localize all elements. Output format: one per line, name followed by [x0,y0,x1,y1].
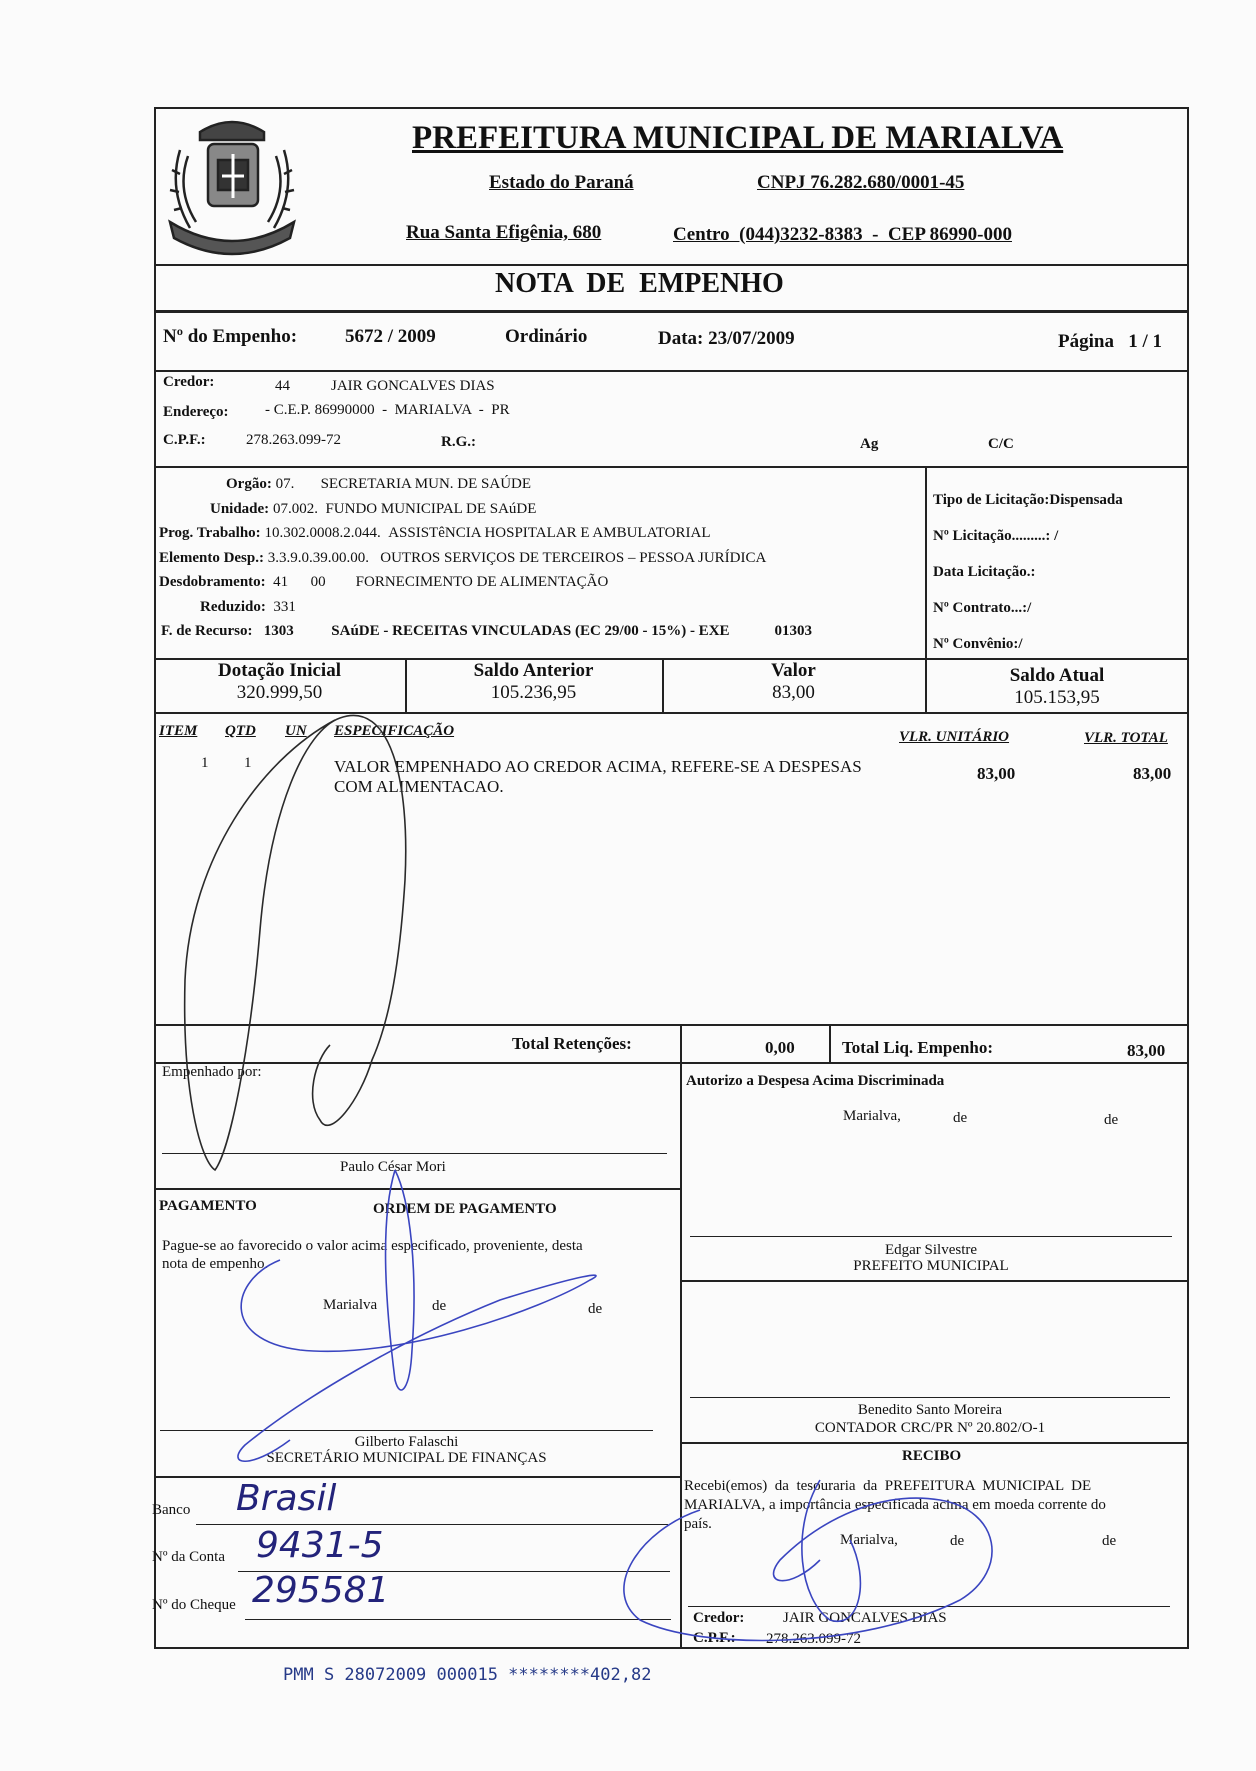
recibo-credor-label: Credor: [693,1610,745,1626]
prefeito-signature-block: Edgar Silvestre PREFEITO MUNICIPAL [853,1242,1009,1274]
saldo-anterior: Saldo Anterior 105.236,95 [473,660,594,703]
total-liquido: 83,00 [1127,1041,1166,1060]
secretario-signature-block: Gilberto Falaschi SECRETÁRIO MUNICIPAL DE FINANÇAS [266,1434,547,1466]
item-number: 1 [201,755,209,771]
col-header-item: ITEM [159,723,198,739]
recibo-text: Recebi(emos) da tesouraria da PREFEITURA MUNICIPAL DE MARIALVA, a importância especificada acima em moeda corrente do país. [684,1478,1106,1532]
municipality-title: PREFEITURA MUNICIPAL DE MARIALVA [412,120,1064,156]
endereco-label: Endereço: [163,404,229,420]
saldo-atual: Saldo Atual 105.153,95 [1009,665,1105,708]
item-specification: VALOR EMPENHADO AO CREDOR ACIMA, REFERE-SE A DESPESAS COM ALIMENTACAO. [334,757,862,796]
banco-label: Banco [152,1502,191,1518]
pagamento-de-1: de [432,1298,447,1314]
conta-corrente-label: C/C [988,436,1014,452]
autorizo-label: Autorizo a Despesa Acima Discriminada [686,1073,945,1089]
item-qtd: 1 [244,755,252,771]
empenho-type: Ordinário [505,326,588,347]
page-number: Página 1 / 1 [1058,331,1162,352]
pagamento-label: PAGAMENTO [159,1198,257,1214]
autorizo-place: Marialva, [843,1108,901,1124]
empenho-number-label: Nº do Empenho: [163,326,298,347]
total-retencoes: 0,00 [765,1038,795,1057]
recibo-credor-name: JAIR GONCALVES DIAS [783,1610,947,1626]
pagamento-place: Marialva [323,1297,378,1313]
autorizo-de-1: de [953,1110,968,1126]
cheque-label: Nº do Cheque [152,1597,236,1613]
credor-cpf: 278.263.099-72 [246,432,341,448]
banco-value: Brasil [236,1478,337,1519]
credor-endereco: - C.E.P. 86990000 - MARIALVA - PR [265,402,510,418]
contador-signature-block: Benedito Santo Moreira CONTADOR CRC/PR Nº 20.802/O-1 [814,1402,1046,1436]
recibo-label: RECIBO [902,1448,962,1464]
agencia-label: Ag [860,436,879,452]
street-address: Rua Santa Efigênia, 680 [406,222,602,243]
coat-of-arms-logo [160,110,305,260]
item-total-value: 83,00 [1133,764,1172,783]
address-contact: Centro (044)3232-8383 - CEP 86990-000 [673,224,1012,245]
state-label: Estado do Paraná [489,172,634,193]
payment-stamp: PMM S 28072009 000015 ********402,82 [283,1665,652,1685]
valor-empenho: Valor 83,00 [771,660,816,703]
col-header-qtd: QTD [225,723,256,739]
col-header-vlr-total: VLR. TOTAL [1084,730,1168,746]
col-header-vlr-unitario: VLR. UNITÁRIO [899,729,1010,745]
dotacao-inicial: Dotação Inicial 320.999,50 [218,660,341,703]
conta-value: 9431-5 [256,1525,384,1566]
empenho-number: 5672 / 2009 [345,326,436,347]
empenhado-por-name: Paulo César Mori [340,1159,446,1175]
document-title: NOTA DE EMPENHO [495,268,784,299]
ordem-pagamento-label: ORDEM DE PAGAMENTO [373,1201,557,1217]
pagamento-text: Pague-se ao favorecido o valor acima especificado, proveniente, desta nota de empenho. [162,1238,583,1272]
recibo-de-2: de [1102,1533,1117,1549]
credor-name: JAIR GONCALVES DIAS [331,378,495,394]
credor-label: Credor: [163,374,215,390]
total-liquido-label: Total Liq. Empenho: [842,1038,993,1057]
total-retencoes-label: Total Retenções: [512,1034,632,1053]
recibo-de-1: de [950,1533,965,1549]
col-header-un: UN [285,723,307,739]
cheque-value: 295581 [252,1570,390,1611]
cpf-label: C.P.F.: [163,432,206,448]
item-unit-value: 83,00 [977,764,1016,783]
empenhado-por-label: Empenhado por: [162,1064,262,1080]
pagamento-de-2: de [588,1301,603,1317]
recibo-cpf: 278.263.099-72 [766,1631,861,1647]
empenho-date: Data: 23/07/2009 [658,328,795,349]
budget-classification: Orgão: 07. SECRETARIA MUN. DE SAÚDE Unidade: 07.002. FUNDO MUNICIPAL DE SAúDE Prog. Trabalho: 10.302.0008.2.044. ASSISTêNCIA HOSPITALAR E AMBULATORIAL Elemento Desp.: 3.3.9.0.39.00.00. OUTROS SERVIÇOS DE TERCEIROS – PESSOA JURÍDICA Desdobramento: 41 00 FORNECIMENTO DE ALIMENTAÇÃO Reduzido: 331 F. de Recurso: 1303 SAúDE - RECEITAS VINCULADAS (EC 29/00 - 15%) - EXE 01303 [159,476,813,639]
rg-label: R.G.: [441,434,476,450]
col-header-especificacao: ESPECIFICAÇÃO [334,723,455,739]
credor-code: 44 [275,378,290,394]
licitacao-info: Tipo de Licitação:Dispensada Nº Licitação.........: / Data Licitação.: Nº Contrato...:/ Nº Convênio:/ [933,492,1123,652]
cnpj-label: CNPJ 76.282.680/0001-45 [757,172,965,193]
autorizo-de-2: de [1104,1112,1119,1128]
conta-label: Nº da Conta [152,1549,225,1565]
recibo-place: Marialva, [840,1532,898,1548]
recibo-cpf-label: C.P.F.: [693,1630,736,1646]
